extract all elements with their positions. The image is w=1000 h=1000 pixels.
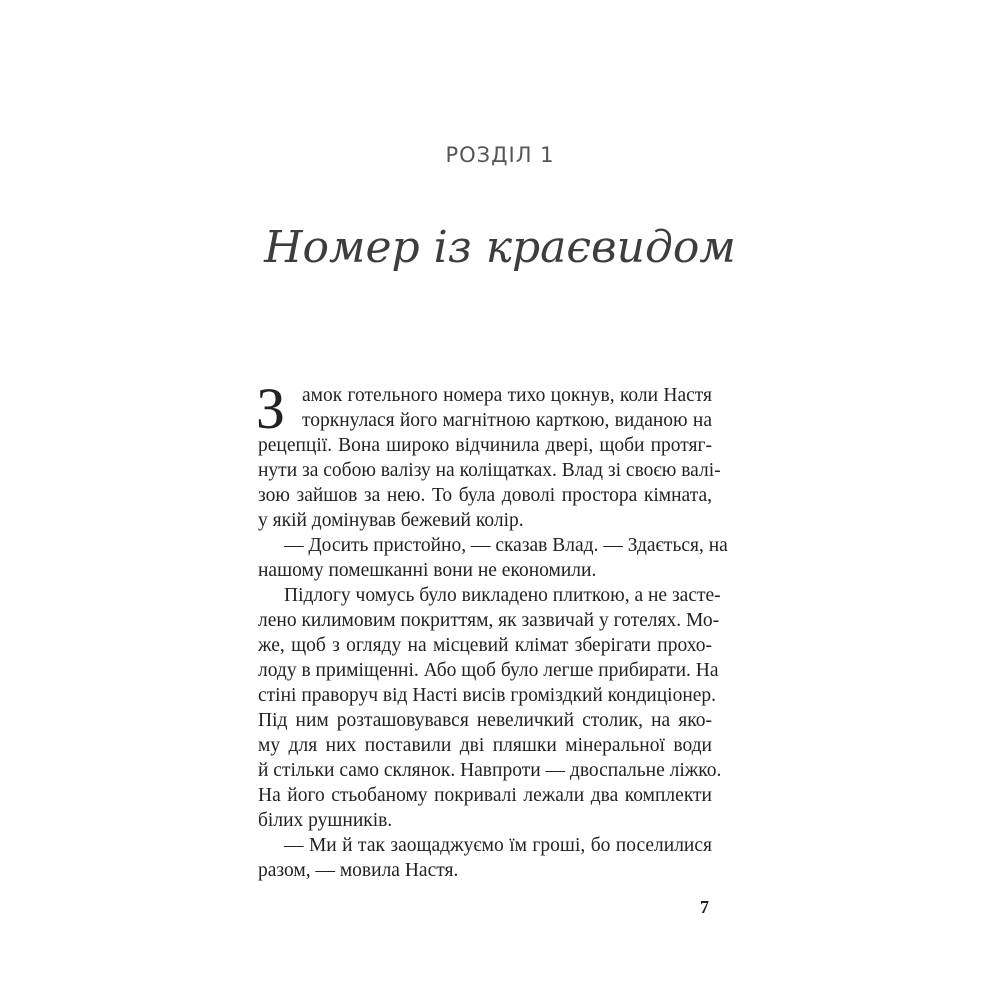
text-line: й стільки само склянок. Навпроти — двоспальне ліжко. (258, 760, 722, 781)
text-line: Під ним розташовувався невеличкий столик, на яко- (258, 710, 712, 731)
text-line: рецепції. Вона широко відчинила двері, щоби протяг- (258, 435, 712, 456)
text-line: зою зайшов за нею. То була доволі простора кімната, (258, 485, 712, 506)
chapter-title: Номер із краєвидом (264, 222, 736, 273)
text-line: же, щоб з огляду на місцевий клімат зберігати прохо- (258, 635, 712, 656)
text-line: На його стьобаному покривалі лежали два комплекти (258, 785, 712, 806)
chapter-body-text (256, 376, 728, 883)
text-line: лоду в приміщенні. Або щоб було легше прибирати. На (258, 660, 719, 681)
text-line: — Досить пристойно, — сказав Влад. — Здається, на (284, 535, 728, 556)
text-line: лено килимовим покриттям, як зазвичай у готелях. Мо- (258, 610, 720, 631)
text-line: Підлогу чомусь було викладено плиткою, а не засте- (284, 585, 721, 606)
text-line: нашому помешканні вони не економили. (258, 560, 597, 581)
drop-cap: З (256, 376, 286, 441)
chapter-label: РОЗДІЛ 1 (445, 143, 555, 167)
text-line: — Ми й так заощаджуємо їм гроші, бо поселилися (284, 835, 712, 856)
page-number: 7 (700, 897, 709, 917)
text-line: амок готельного номера тихо цокнув, коли Настя (302, 385, 712, 406)
text-line: торкнулася його магнітною карткою, виданою на (302, 410, 712, 431)
text-line: му для них поставили дві пляшки мінеральної води (258, 735, 712, 756)
text-line: білих рушників. (258, 810, 393, 831)
text-line: стіні праворуч від Насті висів громіздкий кондиціонер. (258, 685, 717, 706)
text-line: нути за собою валізу на коліщатках. Влад зі своєю валі- (258, 460, 721, 481)
text-line: разом, — мовила Настя. (258, 860, 459, 881)
text-line: у якій домінував бежевий колір. (258, 510, 524, 531)
